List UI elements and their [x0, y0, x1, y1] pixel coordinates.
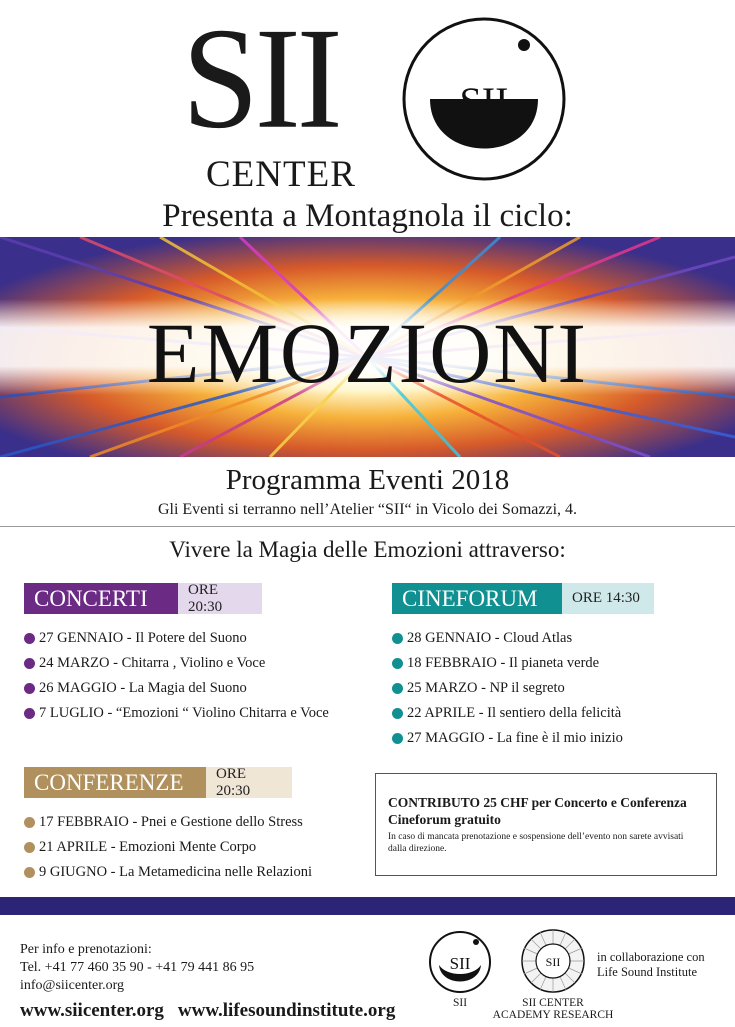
link-siicenter[interactable]: www.siicenter.org	[20, 1000, 164, 1021]
cineforum-list	[392, 626, 623, 751]
presenta-heading: Presenta a Montagnola il ciclo:	[162, 198, 573, 234]
event-text: 17 FEBBRAIO - Pnei e Gestione dello Stress	[39, 814, 303, 830]
svg-text:SII: SII	[545, 955, 561, 969]
cineforum-title: CINEFORUM	[392, 583, 562, 614]
conferenze-time: ORE 20:30	[206, 767, 292, 798]
contributo-note: In caso di mancata prenotazione e sospensione dell’evento non sarete avvisati dalla direzione.	[388, 832, 684, 854]
event-text: 18 FEBBRAIO - Il pianeta verde	[407, 655, 600, 671]
sii-small-logo	[427, 929, 493, 995]
contributo-box	[375, 773, 717, 876]
website-links	[20, 1000, 395, 1022]
academy-caption	[488, 997, 618, 1021]
contributo-line-2: Cineforum gratuito	[388, 812, 501, 827]
concerti-time: ORE 20:30	[178, 583, 262, 614]
emozioni-banner	[0, 237, 735, 457]
academy-caption-line-2: ACADEMY RESEARCH	[492, 1009, 614, 1021]
location-note: Gli Eventi si terranno nell’Atelier “SII“ in Vicolo dei Somazzi, 4.	[157, 501, 578, 518]
event-text: 27 GENNAIO - Il Potere del Suono	[39, 630, 247, 646]
event-text: 26 MAGGIO - La Magia del Suono	[39, 680, 247, 696]
bullet-dot-icon	[392, 633, 403, 644]
logo-circle-emblem	[400, 15, 568, 183]
bullet-dot-icon	[392, 658, 403, 669]
event-text: 24 MARZO - Chitarra , Violino e Voce	[39, 655, 266, 671]
list-item	[24, 626, 329, 651]
list-item	[24, 701, 329, 726]
contact-info	[20, 941, 254, 995]
list-item	[392, 651, 623, 676]
list-item	[392, 626, 623, 651]
concerti-title: CONCERTI	[24, 583, 178, 614]
banner-title: EMOZIONI	[146, 305, 589, 401]
cineforum-time: ORE 14:30	[562, 583, 654, 614]
cineforum-header	[392, 583, 654, 614]
conferenze-header	[24, 767, 292, 798]
collab-line-2: Life Sound Institute	[597, 965, 697, 979]
list-item	[24, 860, 312, 885]
logo-center-text: CENTER	[206, 154, 356, 195]
purple-band	[0, 897, 735, 915]
event-text: 21 APRILE - Emozioni Mente Corpo	[39, 839, 257, 855]
event-text: 7 LUGLIO - “Emozioni “ Violino Chitarra e Voce	[39, 705, 329, 721]
event-text: 25 MARZO - NP il segreto	[407, 680, 565, 696]
divider	[0, 526, 735, 527]
concerti-list	[24, 626, 329, 726]
collab-line-1: in collaborazione con	[597, 950, 705, 964]
bullet-dot-icon	[24, 683, 35, 694]
bullet-dot-icon	[24, 817, 35, 828]
contact-email[interactable]: info@siicenter.org	[20, 978, 125, 993]
conferenze-title: CONFERENZE	[24, 767, 206, 798]
sii-small-caption: SII	[452, 997, 468, 1009]
academy-research-logo	[520, 928, 586, 994]
list-item	[392, 676, 623, 701]
bullet-dot-icon	[392, 733, 403, 744]
bullet-dot-icon	[24, 708, 35, 719]
logo-sii-text: SII	[182, 0, 339, 159]
vivere-heading: Vivere la Magia delle Emozioni attraverso:	[169, 537, 566, 562]
list-item	[24, 810, 312, 835]
bullet-dot-icon	[24, 658, 35, 669]
link-lifesoundinstitute[interactable]: www.lifesoundinstitute.org	[177, 1000, 396, 1021]
event-text: 27 MAGGIO - La fine è il mio inizio	[407, 730, 623, 746]
bullet-dot-icon	[24, 633, 35, 644]
contributo-line-1: CONTRIBUTO 25 CHF per Concerto e Conferenza	[388, 795, 687, 810]
event-text: 9 GIUGNO - La Metamedicina nelle Relazioni	[39, 864, 312, 880]
event-text: 22 APRILE - Il sentiero della felicità	[407, 705, 622, 721]
list-item	[24, 835, 312, 860]
concerti-header	[24, 583, 262, 614]
list-item	[24, 676, 329, 701]
collaboration-note	[597, 950, 705, 980]
bullet-dot-icon	[392, 708, 403, 719]
contact-title: Per info e prenotazioni:	[20, 942, 152, 957]
academy-caption-line-1: SII CENTER	[522, 997, 584, 1009]
logo-monogram: SII	[459, 79, 509, 124]
sii-center-logo	[180, 0, 570, 195]
bullet-dot-icon	[392, 683, 403, 694]
list-item	[24, 651, 329, 676]
svg-text:SII: SII	[449, 954, 471, 973]
list-item	[392, 726, 623, 751]
event-text: 28 GENNAIO - Cloud Atlas	[407, 630, 573, 646]
conferenze-list	[24, 810, 312, 885]
list-item	[392, 701, 623, 726]
programma-title: Programma Eventi 2018	[225, 464, 510, 496]
bullet-dot-icon	[24, 842, 35, 853]
bullet-dot-icon	[24, 867, 35, 878]
contact-phone[interactable]: Tel. +41 77 460 35 90 - +41 79 441 86 95	[20, 960, 255, 975]
